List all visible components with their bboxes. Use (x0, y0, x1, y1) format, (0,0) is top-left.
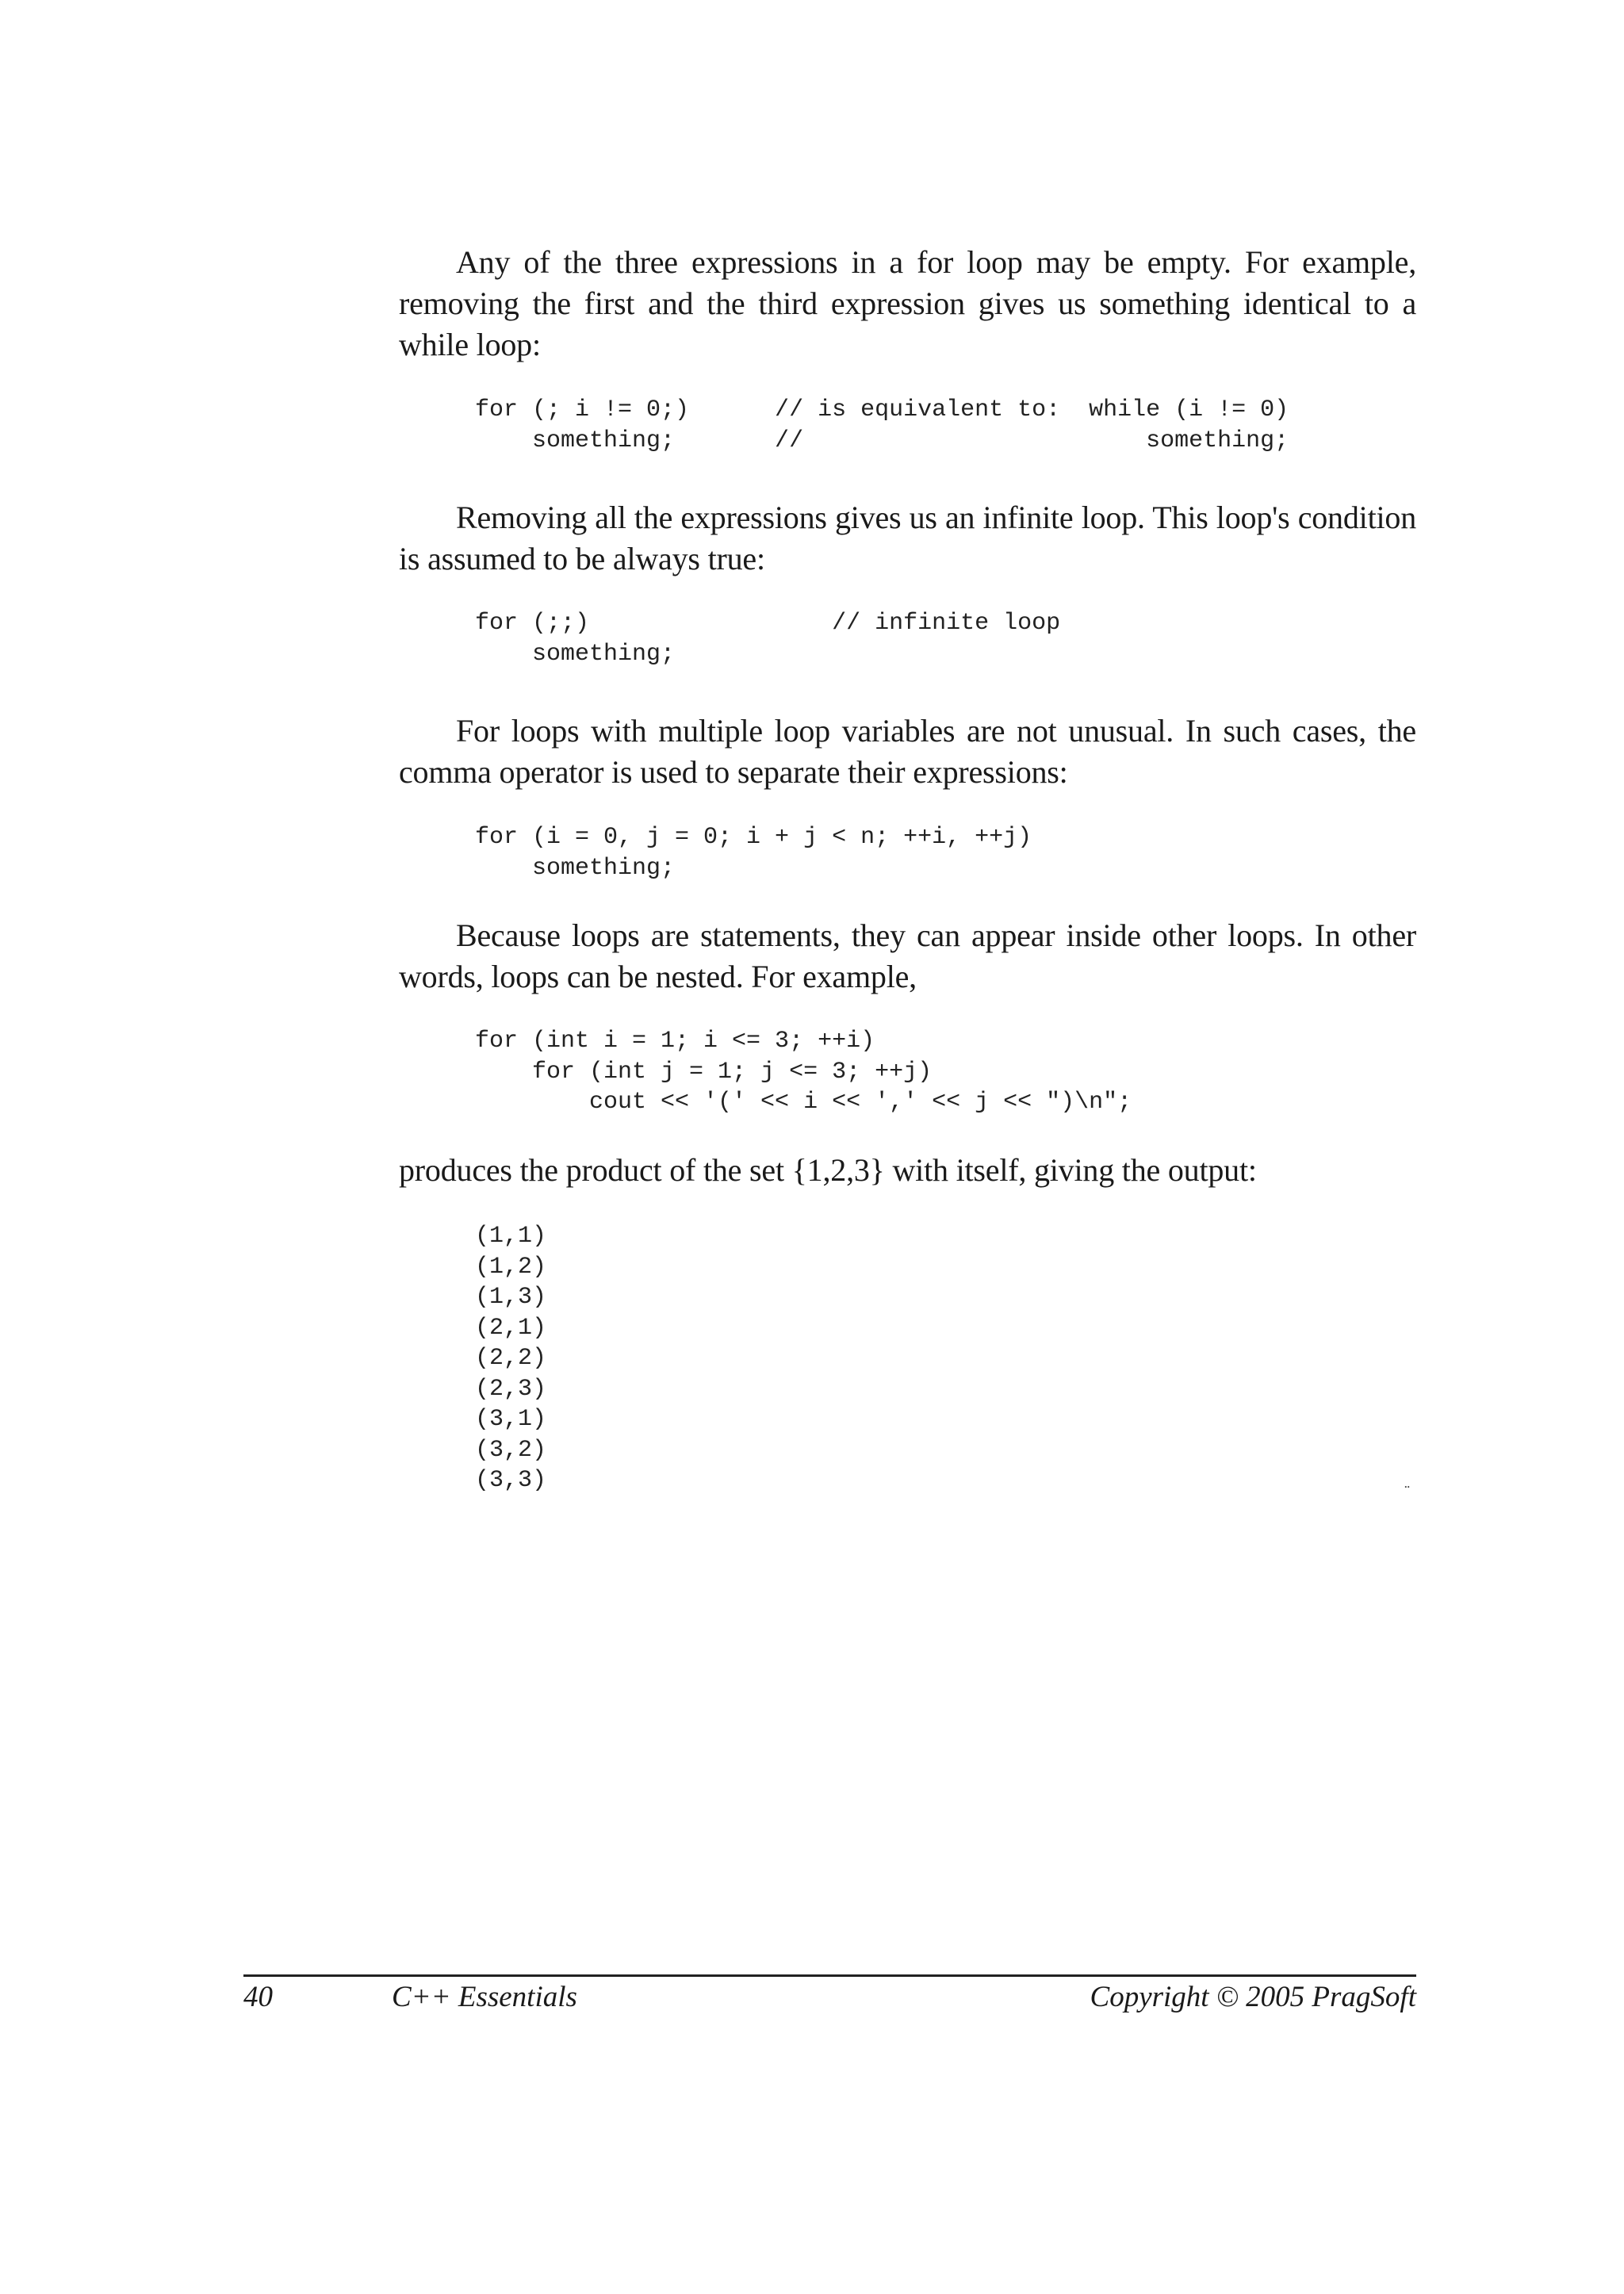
code-block-infinite-loop: for (;;) // infinite loop something; (475, 610, 1061, 668)
code-block-comma-operator: for (i = 0, j = 0; i + j < n; ++i, ++j) something; (475, 824, 1032, 882)
section-end-mark: ¨ (1404, 1484, 1411, 1501)
paragraph-multiple-variables: For loops with multiple loop variables are not unusual. In such cases, the comma operator is used to separate their expressions: (399, 713, 1416, 790)
footer-divider (243, 1974, 1416, 1977)
paragraph-nested-loops: Because loops are statements, they can appear inside other loops. In other words, loops can be nested. For example, (399, 917, 1416, 994)
code-block-nested-loops: for (int i = 1; i <= 3; ++i) for (int j = 1; j <= 3; ++j) cout << '(' << i << ',' << j << ")\n"; (475, 1028, 1132, 1116)
paragraph-empty-expressions: Any of the three expressions in a for loop may be empty. For example, removing the first and the third expression gives us something identical to a while loop: (399, 244, 1416, 362)
code-block-output: (1,1) (1,2) (1,3) (2,1) (2,2) (2,3) (3,1) (3,2) (3,3) (475, 1223, 547, 1494)
footer-copyright: Copyright © 2005 PragSoft (1090, 1981, 1416, 2013)
footer-page-number: 40 (243, 1981, 273, 2013)
footer-book-title: C++ Essentials (392, 1981, 577, 2013)
code-block-for-while-equivalence: for (; i != 0;) // is equivalent to: while (i != 0) something; // something; (475, 396, 1289, 454)
paragraph-infinite-loop: Removing all the expressions gives us an infinite loop. This loop's condition is assumed to be always true: (399, 500, 1416, 576)
paragraph-output-intro: produces the product of the set {1,2,3} with itself, giving the output: (399, 1152, 1257, 1188)
